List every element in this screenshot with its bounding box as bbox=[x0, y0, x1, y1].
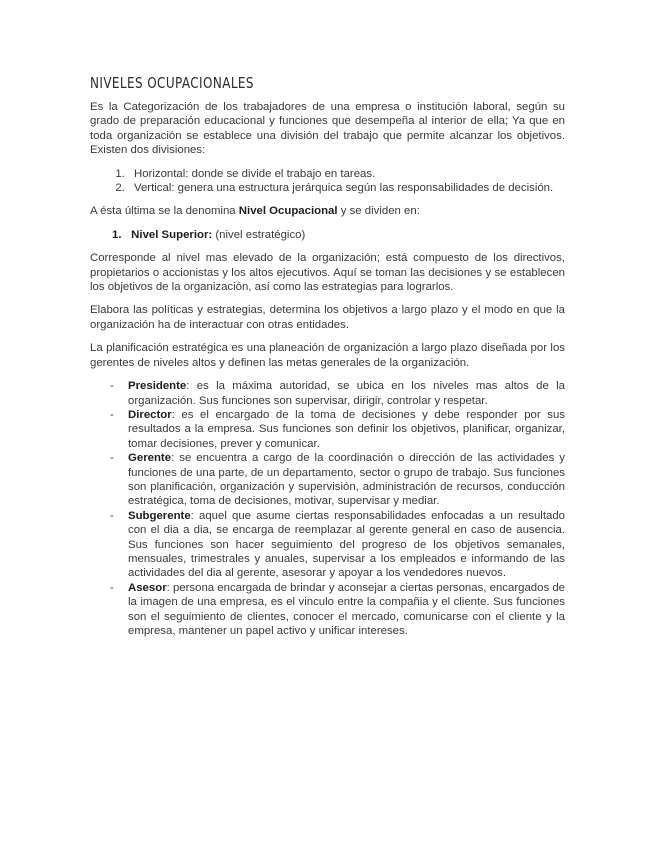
level-description-paragraph: Corresponde al nivel mas elevado de la organización; está compuesto de los directivos, propietarios o accionistas y los altos ejecutivos. Aquí se toman las decisiones y se establecen los objetivos de la organización, así como las estrategias para lograrlos. bbox=[90, 252, 565, 294]
role-name: Subgerente bbox=[128, 509, 191, 522]
level-intro-term: Nivel Ocupacional bbox=[238, 205, 338, 218]
policies-paragraph: Elabora las políticas y estrategias, determina los objetivos a largo plazo y el modo en que la organización ha de interactuar con otras entidades. bbox=[90, 304, 565, 331]
role-item-subgerente bbox=[90, 509, 565, 581]
role-name: Director bbox=[128, 408, 172, 421]
role-name: Gerente bbox=[128, 452, 172, 465]
role-text: : es el encargado de la toma de decisiones y debe responder por sus resultados a la empresa. Sus funciones son definir los objetivos, planificar, organizar, tomar decisiones, prever y comunicar. bbox=[128, 408, 565, 450]
list-dash: - bbox=[110, 380, 114, 393]
roles-list bbox=[90, 379, 565, 638]
intro-paragraph: Es la Categorización de los trabajadores de una empresa o institución laboral, según su grado de preparación educacional y funciones que desempeña al interior de ella; Ya que en toda organización se establece una división del trabajo que permite alcanzar los objetivos. Existen dos divisiones: bbox=[90, 101, 565, 157]
role-text: : aquel que asume ciertas responsabilidades enfocadas a un resultado con el dia a dia, se encarga de reemplazar al gerente general en caso de ausencia. Sus funciones son hacer seguimiento del progreso de los objetivos semanales, mensuales, trimestrales y anuales, supervisar a los empleados e informando de las actividades del dia al gerente, asesorar y apoyar a los vendedores nuevos. bbox=[128, 509, 565, 580]
level-name: Nivel Superior: bbox=[131, 228, 213, 241]
list-dash: - bbox=[110, 452, 114, 465]
role-item-director bbox=[90, 408, 565, 451]
role-text: : se encuentra a cargo de la coordinación o dirección de las actividades y funciones de una parte, de un departamento, sector o grupo de trabajo. Sus funciones son planificación, organización y supervisión, administración de recursos, conducción estratégica, toma de decisiones, motivar, supervisar y mediar. bbox=[128, 452, 565, 508]
role-text: : es la máxima autoridad, se ubica en los niveles mas altos de la organización. Sus funciones son supervisar, dirigir, controlar y respetar. bbox=[128, 380, 565, 407]
divisions-list bbox=[90, 167, 565, 196]
role-item-asesor bbox=[90, 581, 565, 639]
division-item-vertical: 2. Vertical: genera una estructura jerárquica según las responsabilidades de decisión. bbox=[128, 181, 565, 195]
list-dash: - bbox=[110, 581, 114, 594]
level-note: (nivel estratégico) bbox=[212, 228, 306, 241]
page-title: NIVELES OCUPACIONALES bbox=[90, 74, 254, 92]
level-intro-before: A ésta última se la denomina bbox=[90, 205, 239, 218]
list-dash: - bbox=[110, 408, 114, 421]
level-intro-after: y se dividen en: bbox=[337, 205, 420, 218]
role-item-gerente bbox=[90, 451, 565, 509]
level-heading bbox=[112, 228, 565, 242]
role-name: Presidente bbox=[128, 380, 187, 393]
role-item-presidente bbox=[90, 379, 565, 408]
list-dash: - bbox=[110, 509, 114, 522]
role-name: Asesor bbox=[128, 581, 167, 594]
level-number: 1. bbox=[112, 228, 122, 241]
level-intro-paragraph bbox=[90, 204, 565, 218]
division-item-horizontal: 1. Horizontal: donde se divide el trabajo en tareas. bbox=[128, 167, 565, 181]
role-text: : persona encargada de brindar y aconsejar a ciertas personas, encargados de la imagen de una empresa, es el vinculo entre la compañia y el cliente. Sus funciones son el seguimiento de clientes, conocer el mercado, comunicarse con el cliente y la empresa, mantener un papel activo y unificar intereses. bbox=[128, 581, 565, 637]
planning-paragraph: La planificación estratégica es una planeación de organización a largo plazo diseñada por los gerentes de niveles altos y definen las metas generales de la organización. bbox=[90, 342, 565, 369]
